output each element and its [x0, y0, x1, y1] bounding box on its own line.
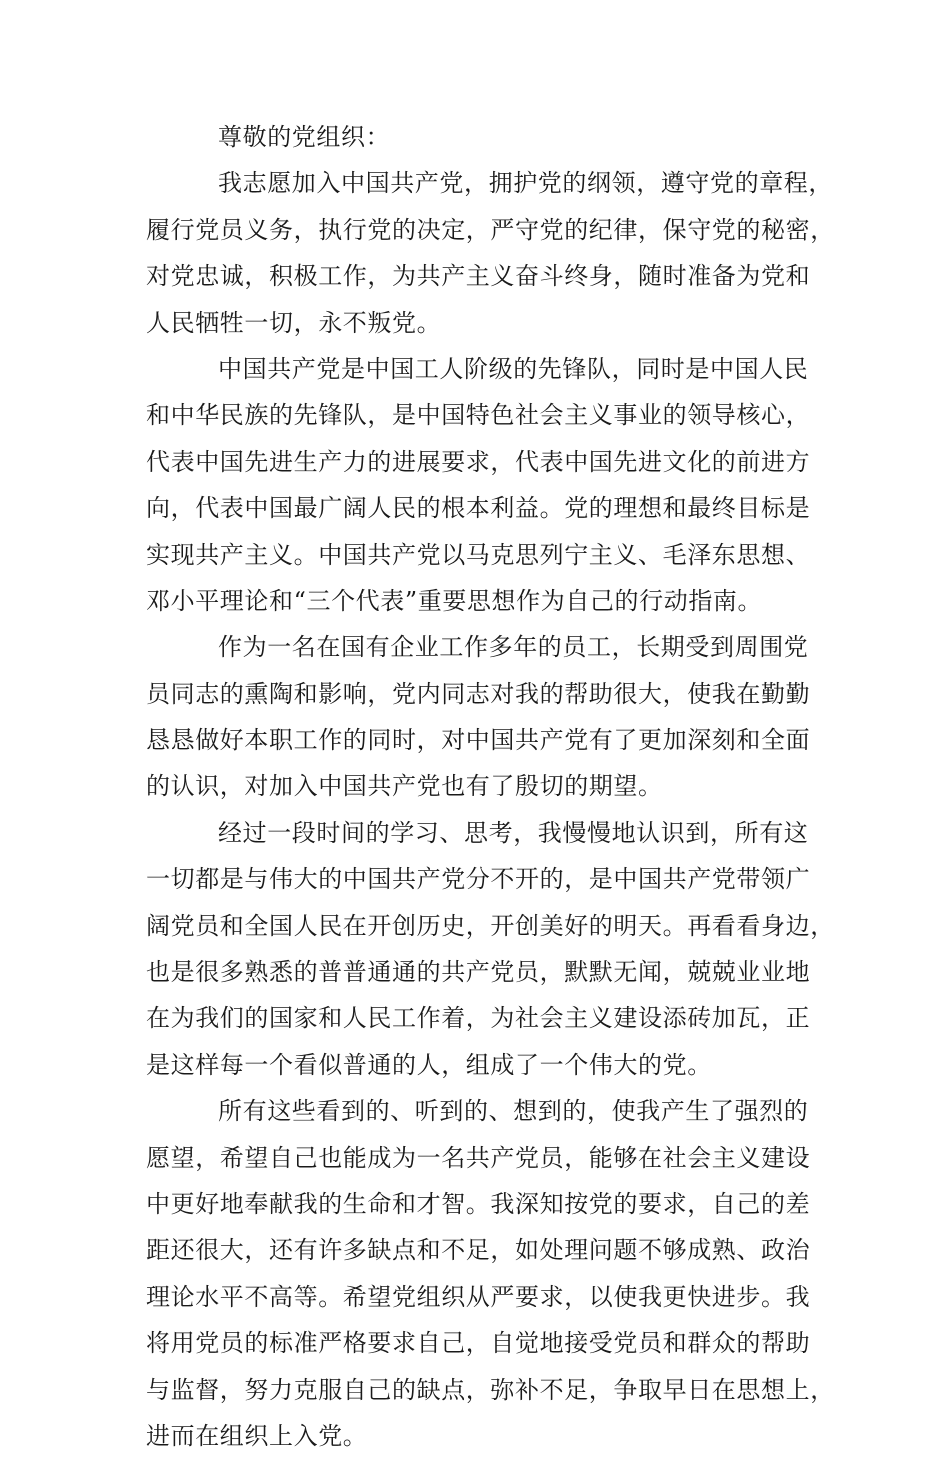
paragraph-line: 阔党员和全国人民在开创历史，开创美好的明天。再看看身边， [146, 911, 835, 940]
paragraph-line: 我志愿加入中国共产党，拥护党的纲领，遵守党的章程， [218, 169, 833, 198]
paragraph-line: 中国共产党是中国工人阶级的先锋队，同时是中国人民 [218, 354, 809, 383]
paragraph-line: 对党忠诚，积极工作，为共产主义奋斗终身，随时准备为党和 [146, 262, 811, 291]
paragraph-line: 距还很大，还有许多缺点和不足，如处理问题不够成熟、政治 [146, 1236, 811, 1265]
paragraph-line: 恳恳做好本职工作的同时，对中国共产党有了更加深刻和全面 [146, 726, 811, 755]
paragraph-4 [146, 810, 835, 1088]
salutation: 尊敬的党组织： [218, 123, 391, 151]
paragraph-line: 经过一段时间的学习、思考，我慢慢地认识到，所有这 [218, 818, 809, 847]
paragraph-line: 和中华民族的先锋队，是中国特色社会主义事业的领导核心， [146, 401, 811, 430]
paragraph-line: 实现共产主义。中国共产党以马克思列宁主义、毛泽东思想、 [146, 540, 811, 569]
paragraph-line: 进而在组织上入党。 [146, 1421, 368, 1450]
paragraph-line: 人民牺牲一切，永不叛党。 [146, 308, 442, 337]
paragraph-line: 与监督，努力克服自己的缺点，弥补不足，争取早日在思想上， [146, 1375, 835, 1404]
paragraph-line: 理论水平不高等。希望党组织从严要求，以使我更快进步。我 [146, 1282, 811, 1311]
paragraph-line: 履行党员义务，执行党的决定，严守党的纪律，保守党的秘密， [146, 215, 835, 244]
paragraph-line: 所有这些看到的、听到的、想到的，使我产生了强烈的 [218, 1097, 809, 1126]
paragraph-line: 的认识，对加入中国共产党也有了殷切的期望。 [146, 772, 663, 801]
paragraph-1 [146, 160, 835, 346]
paragraph-line: 作为一名在国有企业工作多年的员工，长期受到周围党 [218, 633, 809, 662]
paragraph-2 [146, 346, 811, 624]
paragraph-line: 是这样每一个看似普通的人，组成了一个伟大的党。 [146, 1050, 712, 1079]
paragraph-line: 向，代表中国最广阔人民的根本利益。党的理想和最终目标是 [146, 494, 811, 523]
paragraph-line: 一切都是与伟大的中国共产党分不开的，是中国共产党带领广 [146, 865, 811, 894]
paragraph-line: 将用党员的标准严格要求自己，自觉地接受党员和群众的帮助 [146, 1329, 811, 1358]
paragraph-line: 代表中国先进生产力的进展要求，代表中国先进文化的前进方 [146, 447, 811, 476]
paragraph-5 [146, 1088, 835, 1459]
paragraph-line: 邓小平理论和“三个代表”重要思想作为自己的行动指南。 [146, 586, 763, 615]
paragraph-line: 在为我们的国家和人民工作着，为社会主义建设添砖加瓦，正 [146, 1004, 811, 1033]
paragraph-line: 中更好地奉献我的生命和才智。我深知按党的要求，自己的差 [146, 1189, 811, 1218]
document-page [146, 114, 835, 1459]
paragraph-line: 员同志的熏陶和影响，党内同志对我的帮助很大，使我在勤勤 [146, 679, 811, 708]
paragraph-3 [146, 624, 811, 810]
paragraph-line: 愿望，希望自己也能成为一名共产党员，能够在社会主义建设 [146, 1143, 811, 1172]
paragraph-line: 也是很多熟悉的普普通通的共产党员，默默无闻，兢兢业业地 [146, 958, 811, 987]
